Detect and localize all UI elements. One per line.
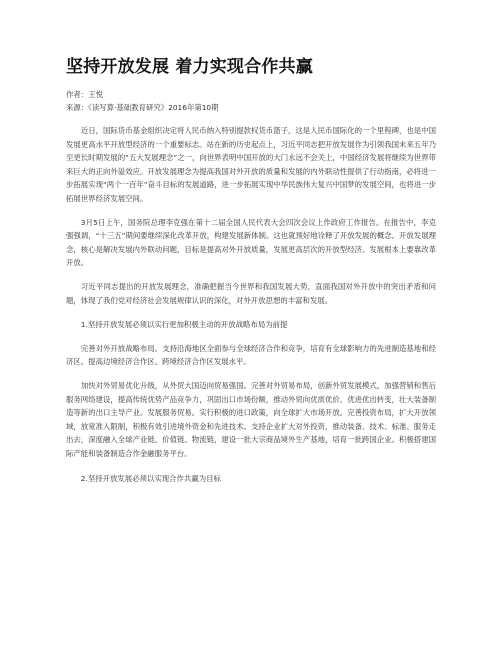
source-line <box>66 101 436 114</box>
section-heading: 2.坚持开放发展必须以实现合作共赢为目标 <box>80 474 221 484</box>
author-label: 作者： <box>66 90 89 99</box>
paragraph: 近日，国际货币基金组织决定将人民币纳入特别提款权货币篮子，这是人民币国际化的一个里程碑，也是中国发展更高水平开放型经济的一个重要标志。站在新的历史起点上，习近平同志把开放发展作为引领我国未来五年乃至更长时期发展的“五大发展理念”之一，向世界表明中国开放的大门永远不会关上，中国经济发展将继续为世界带来巨大的正向外溢效应。开放发展理念为提高我国对外开放的质量和发展的内外联动性提供了行动指南，必将进一步拓展实现“两个一百年”奋斗目标的发展道路，进一步拓展实现中华民族伟大复兴中国梦的发展空间，也将进一步拓展世界经济发展空间。 <box>66 126 436 203</box>
paragraph: 习近平同志提出的开放发展理念，准确把握当今世界和我国发展大势，直面我国对外开放中的突出矛盾和问题，体现了我们党对经济社会发展规律认识的深化，对外开放思想的丰富和发展。 <box>66 281 436 305</box>
section-heading: 1.坚持开放发展必须以实行更加积极主动的开放战略布局为前提 <box>80 320 288 330</box>
paragraph: 加快对外贸易优化升级，从外贸大国迈向贸易强国。完善对外贸易布局，创新外贸发展模式，加强营销和售后服务网络建设，提高传统优势产品竞争力，巩固出口市场份额，推动外贸向优质优价、优进优出转变，壮大装备制造等新的出口主导产业。发展服务贸易。实行积极的进口政策，向全球扩大市场开放。完善投资布局，扩大开放领域，放宽准入限制，积极有效引进境外资金和先进技术。支持企业扩大对外投资，推动装备、技术、标准、服务走出去，深度融入全球产业链、价值链、物流链，建设一批大宗商品境外生产基地，培育一批跨国企业。积极搭建国际产能和装备制造合作金融服务平台。 <box>66 380 436 458</box>
article-title: 坚持开放发展 着力实现合作共赢 <box>66 57 313 77</box>
paragraph: 3月5日上午，国务院总理李克强在第十二届全国人民代表大会四次会议上作政府工作报告。在报告中，李克强强调，“十三五”期间要继续深化改革开放，构建发展新体制。这也就预好地诠释了开放发展的概念。开放发展理念，核心是解决发展内外联动问题，目标是提高对外开放质量，发展更高层次的开放型经济。发展根本上要靠改革开放。 <box>66 217 436 268</box>
source-label: 来源： <box>66 103 89 112</box>
author-name: 王悦 <box>88 90 103 99</box>
author-line <box>66 88 436 101</box>
paragraph: 完善对外开放战略布局。支持沿海地区全面参与全球经济合作和竞争，培育有全球影响力的先进制造基地和经济区。提高边境经济合作区、跨境经济合作区发展水平。 <box>66 343 436 367</box>
source-value: 《读写算·基础教育研究》2016年第10期 <box>88 103 219 112</box>
